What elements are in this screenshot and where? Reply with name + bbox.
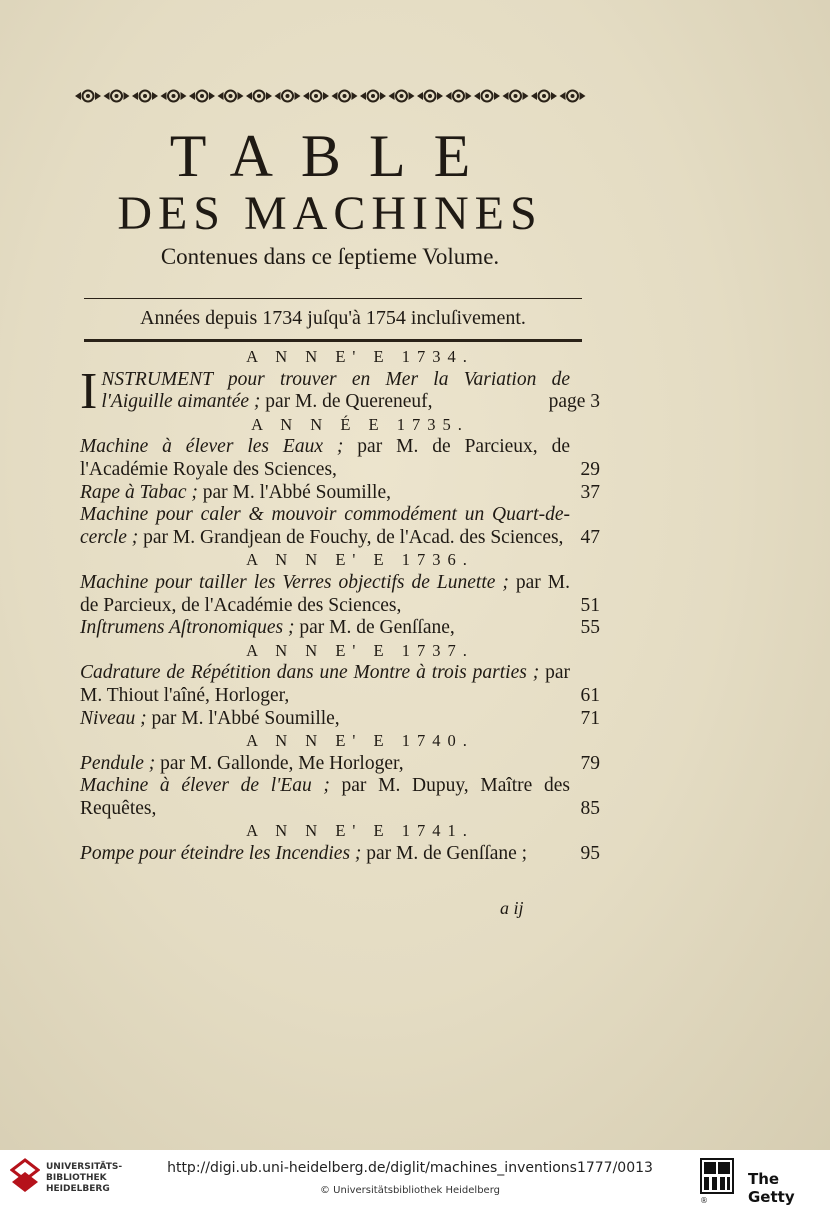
entry-title: Machine à élever de l'Eau ;: [80, 775, 330, 797]
page-title-line2: DES MACHINES: [117, 187, 543, 240]
entry-author: par M. Grandjean de Fouchy, de l'Acad. des Sciences,: [138, 526, 564, 548]
university-name: [46, 1162, 122, 1195]
entry-title: Pendule ;: [80, 752, 156, 774]
registered-mark: ®: [700, 1196, 708, 1205]
fleuron-icon: [246, 91, 272, 102]
fleuron-icon: [132, 91, 158, 102]
list-item: [80, 482, 600, 505]
fleuron-icon: [275, 91, 301, 102]
entry-page: 71: [580, 707, 600, 729]
entry-title: Niveau ;: [80, 707, 147, 729]
page-subtitle: Contenues dans ce ſeptieme Volume.: [160, 244, 500, 269]
page-title: TABLE: [169, 123, 499, 189]
entry-page: 95: [580, 843, 600, 865]
fleuron-icon: [417, 91, 443, 102]
entry-page: 61: [580, 684, 600, 706]
entry-author: par M. l'Abbé Soumille,: [146, 707, 340, 729]
fleuron-icon: [503, 91, 529, 102]
list-item: [80, 753, 600, 776]
fleuron-icon: [75, 91, 101, 102]
fleuron-icon: [531, 91, 557, 102]
fleuron-icon: [360, 91, 386, 102]
entry-page: 47: [580, 526, 600, 548]
entry-page: 55: [580, 617, 600, 639]
entry-page: 37: [580, 481, 600, 503]
list-item: [80, 436, 600, 481]
entry-title: Cadrature de Répétition dans une Montre à trois parties ;: [80, 662, 540, 684]
entry-author: par M. Dupuy, Maître des Requêtes,: [80, 775, 570, 819]
drop-cap: I: [80, 362, 98, 420]
table-of-contents: [80, 346, 600, 866]
entry-title: Inſtrumens Aſtronomiques ;: [80, 617, 295, 639]
fleuron-icon: [161, 91, 187, 102]
fleuron-icon: [474, 91, 500, 102]
entry-page: page 3: [548, 391, 600, 413]
fleuron-icon: [218, 91, 244, 102]
entry-title: Machine pour caler & mouvoir commodément un Quart-de-cercle ;: [80, 504, 570, 548]
entry-page: 79: [580, 752, 600, 774]
year-heading: A N N E' E 1734.: [246, 347, 474, 366]
fleuron-icon: [189, 91, 215, 102]
entry-author: par M. de Quereneuf,: [260, 391, 433, 413]
entry-author: par M. de Genſſane,: [294, 617, 455, 639]
entry-page: 29: [580, 458, 600, 480]
ornament-border-icon: [74, 88, 586, 104]
entry-author: par M. de Parcieux, de l'Académie Royale des Sciences,: [80, 436, 570, 480]
fleuron-icon: [446, 91, 472, 102]
divider-bottom: [84, 339, 582, 342]
fleuron-icon: [303, 91, 329, 102]
permalink[interactable]: http://digi.ub.uni-heidelberg.de/diglit/machines_inventions1777/0013: [167, 1160, 653, 1176]
getty-name: The Getty: [748, 1170, 795, 1206]
year-heading: A N N E' E 1736.: [246, 550, 474, 570]
list-item: [80, 843, 600, 866]
year-heading: A N N E' E 1740.: [246, 731, 474, 751]
list-item: [80, 662, 600, 707]
entry-author: par M. de Genſſane ;: [361, 843, 528, 865]
institution-line: UNIVERSITÄTS-: [46, 1162, 123, 1172]
entry-author: par M. l'Abbé Soumille,: [197, 481, 391, 503]
copyright: © Universitätsbibliothek Heidelberg: [319, 1185, 500, 1196]
year-heading: A N N E' E 1737.: [246, 640, 474, 660]
entry-title: NSTRUMENT pour trouver en Mer la Variation de l'Aiguille aimantée ;: [101, 368, 570, 413]
entry-title: Machine pour tailler les Verres objectifs de Lunette ;: [80, 571, 509, 593]
list-item: [80, 775, 600, 820]
entry-author: par M. Gallonde, Me Horloger,: [155, 752, 404, 774]
divider-top: [84, 298, 582, 299]
fleuron-icon: [389, 91, 415, 102]
university-logo-icon: [10, 1158, 40, 1196]
institution-line: HEIDELBERG: [46, 1184, 110, 1194]
year-heading: A N N E' E 1741.: [246, 821, 474, 841]
entry-page: 85: [580, 797, 600, 819]
year-heading: A N N É E 1735.: [251, 414, 469, 434]
list-item: [80, 708, 600, 731]
list-item: [80, 572, 600, 617]
years-range: Années depuis 1734 juſqu'à 1754 incluſivement.: [140, 307, 526, 329]
entry-title: Machine à élever les Eaux ;: [80, 436, 344, 458]
getty-logo-icon: [700, 1158, 734, 1194]
signature-mark: a ij: [500, 898, 524, 918]
fleuron-icon: [560, 91, 586, 102]
entry-author: par M. Thiout l'aîné, Horloger,: [80, 662, 570, 706]
entry-title: Rape à Tabac ;: [80, 481, 198, 503]
fleuron-icon: [332, 91, 358, 102]
institution-line: BIBLIOTHEK: [46, 1173, 107, 1183]
fleuron-icon: [104, 91, 130, 102]
list-item: [80, 617, 600, 640]
viewer-footer: [0, 1150, 830, 1208]
list-item: [80, 504, 600, 549]
entry-title: Pompe pour éteindre les Incendies ;: [80, 843, 362, 865]
entry-page: 51: [580, 594, 600, 616]
entry-author: par M. de Parcieux, de l'Académie des Sciences,: [80, 571, 570, 616]
list-item: [80, 362, 600, 420]
